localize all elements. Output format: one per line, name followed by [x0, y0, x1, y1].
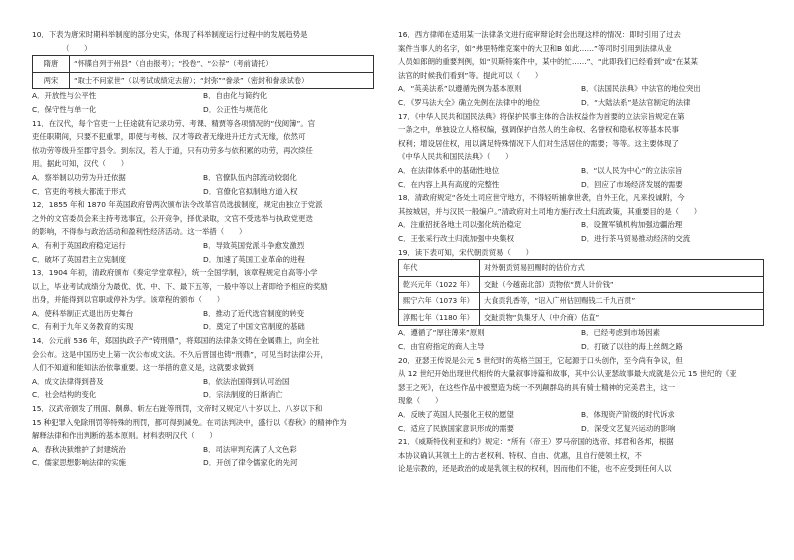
question-stem: 《中华人民共和国民法典》（ ） — [398, 152, 513, 162]
option-a[interactable]: A．成文法律得到普及 — [32, 376, 104, 386]
table-row — [33, 56, 374, 73]
question-stem: 法官的时候我们看到”等。提此可以（ ） — [398, 70, 543, 80]
question-12 — [32, 198, 374, 266]
question-19 — [398, 246, 764, 354]
question-18 — [398, 191, 764, 245]
question-stem: 13．1904 年初，清政府颁布《奏定学堂章程》，统一全国学制，该章程规定自高等小学 — [32, 268, 318, 278]
option-d[interactable]: D．深受文艺复兴运动的影响 — [581, 423, 676, 433]
table-row — [399, 293, 764, 310]
question-stem: 瑟王之死》，在这些作品中被塑造为统一不列颠群岛的具有骑士精神的完美君主，这一 — [398, 382, 676, 392]
table-cell-text: “取士不问家世”（以考试成绩定去留）；“封弥”“誊录”（密封和誊录试卷） — [70, 72, 374, 89]
option-d[interactable]: D．公正性与规范化 — [203, 104, 268, 114]
options — [32, 171, 374, 198]
question-stem: 依功劳等级升至郡守县令。到东汉，若人于道，只有功劳多与依积累的功劳，再次续任 — [32, 145, 313, 155]
question-10 — [32, 28, 374, 117]
option-b[interactable]: B．官僚队伍内部流动较弱化 — [203, 172, 297, 182]
option-a[interactable]: A．开放性与公平性 — [32, 91, 97, 101]
option-b[interactable]: B．依法治国得到认可治国 — [203, 376, 290, 386]
question-stem: 本协议确认其领土上的古老权利、特权、自由、优惠，且自行使领土权，不 — [398, 450, 642, 460]
question-stem: 论是宗教的，还是政治的或是乳领主权的权利，因而他们不能，也不应受到任何人以 — [398, 464, 672, 474]
table-cell-text: 大食贡乳香等，“诏入广州估回赐钱二千九百贯” — [480, 293, 764, 310]
question-14 — [32, 334, 374, 402]
option-c[interactable]: C．保守性与单一化 — [32, 104, 97, 114]
options — [398, 218, 764, 245]
question-stem: 的影响，不得参与政治活动和盈利性经济活动。这一举措（ ） — [32, 227, 247, 237]
left-column — [32, 28, 374, 470]
option-b[interactable]: B．司法审判充满了人文色彩 — [203, 444, 297, 454]
question-stem: 18．清政府规定“各处土司应世守地方，不得轻听捕拿世袭，自外王化，凡来投诚附，今 — [398, 193, 685, 203]
question-stem: 会公布。这是中国历史上第一次公布成文法。不久后晋国也铸“刑鼎”，可见当时法律公开， — [32, 349, 328, 359]
question-stem: 案件当事人的名字，如“弗里特维克案中的大卫和B 如此……”等司时引用到法律从业 — [398, 43, 672, 53]
answer-blank: （ ） — [62, 43, 92, 53]
option-c[interactable]: C．《罗马法大全》确立先例在法律中的地位 — [398, 97, 540, 107]
option-b[interactable]: B．自由化与简约化 — [203, 91, 268, 101]
table-row — [399, 309, 764, 326]
question-stem: 15．汉武帝颁发了刑面、劓鼻、斩左右趾等刑罚，文帝时又规定八十岁以上、八岁以下和 — [32, 404, 323, 414]
table-cell-era: 两宋 — [33, 72, 70, 89]
option-a[interactable]: A．察举制以功劳为升迁依据 — [32, 172, 126, 182]
option-a[interactable]: A．在法律体系中的基础性地位 — [398, 165, 500, 175]
options — [398, 164, 764, 191]
option-a[interactable]: A．反映了英国人民强化王权的愿望 — [398, 410, 514, 420]
option-c[interactable]: C．王张采行改土归流加强中央集权 — [398, 233, 515, 243]
options — [398, 408, 764, 435]
table-cell-era: 隋唐 — [33, 56, 70, 73]
options — [398, 326, 764, 353]
question-stem: 之外的文官委员会来主持考选事宜，公开竞争，择优录取，文官不受选举与执政党更迭 — [32, 213, 313, 223]
table-cell-text: “怀牒自列于州县”（自由报考）；“投卷”、“公荐”（考前请托） — [70, 56, 374, 73]
option-d[interactable]: D．回应了市场经济发展的需要 — [581, 179, 683, 189]
question-stem: 14．公元前 536 年，郑国执政子产“铸刑鼎”，将郑国的法律条文铸在金属鼎上，向全社 — [32, 336, 320, 346]
options — [32, 307, 374, 334]
question-table — [32, 55, 374, 89]
question-stem: 12．1855 年和 1870 年英国政府曾两次颁布法令改革官员选拔制度，规定由独立于党派 — [32, 200, 323, 210]
question-21 — [398, 435, 764, 476]
right-column — [398, 28, 764, 476]
table-row — [399, 276, 764, 293]
option-c[interactable]: C．社会结构的变化 — [32, 390, 97, 400]
question-stem: 人们不知道和能知法治依靠重要。这一举措的意义是，这就要求做到 — [32, 363, 254, 373]
question-stem: 解释法律和作出判断的基本原则。材料表明汉代（ ） — [32, 431, 217, 441]
options — [398, 82, 764, 109]
question-stem: 出身，并能得到以官职或停补为学。该章程的颁布（ ） — [32, 295, 225, 305]
question-stem: 以上，毕业考试成绩分为最优、优、中、下、最下五等，一般中等以上者即给予相应的奖励 — [32, 281, 328, 291]
question-stem: 吏任职期间，只要不犯重罪，即使与考核、汉才等政者无缘进升迁方式无缘，依然可 — [32, 132, 306, 142]
table-header-cell: 年代 — [399, 260, 480, 277]
option-b[interactable]: B．设置军镇机构加强边疆治理 — [581, 220, 683, 230]
question-11 — [32, 117, 374, 199]
table-header-cell: 对外朝贡贸易回赐时的估价方式 — [480, 260, 764, 277]
option-c[interactable]: C．由官府指定的商人主导 — [398, 342, 485, 352]
options — [32, 239, 374, 266]
option-a[interactable]: A．“英美法系”以遵循先例为基本原则 — [398, 84, 522, 94]
option-c[interactable]: C．破坏了英国君主立宪制度 — [32, 254, 126, 264]
option-d[interactable]: D．官僚化官拟制地方道入权 — [203, 186, 298, 196]
options — [32, 89, 374, 116]
option-c[interactable]: C．在内容上具有高度的完整性 — [398, 179, 500, 189]
option-b[interactable]: B．推动了近代选官制度的转变 — [203, 308, 305, 318]
question-stem: 10．下表为唐宋时期科举制度的部分史实，体现了科举制度运行过程中的发展趋势是 — [32, 30, 308, 39]
question-stem: 从 12 世纪开始出现世代相传的大量叙事诗篇和故事，其中公认亚瑟故事最大成就是公元 15 世纪的《亚 — [398, 369, 737, 379]
table-header-row — [399, 260, 764, 277]
option-b[interactable]: B．导致英国党派斗争愈发激烈 — [203, 240, 305, 250]
option-d[interactable]: D．加速了英国工业革命的进程 — [203, 254, 305, 264]
option-c[interactable]: C．适应了民族国家意识形成的需要 — [398, 423, 515, 433]
question-stem: 20．亚瑟王传说是公元 5 世纪时的英格兰国王，它起源于口头创作，至今尚有争议，但 — [398, 355, 683, 365]
option-a[interactable]: A．使科举制正式退出历史舞台 — [32, 308, 134, 318]
question-15 — [32, 402, 374, 470]
option-d[interactable]: D．宗法制度的日渐消亡 — [203, 390, 283, 400]
option-b[interactable]: B．体现资产阶级的时代诉求 — [581, 410, 675, 420]
option-b[interactable]: B．“以人民为中心”的立法宗旨 — [581, 165, 683, 175]
question-stem: 现象（ ） — [398, 396, 443, 406]
options — [32, 443, 374, 470]
question-stem: 16．西方律师在适用某一法律条文进行庭审辩论时会出现这样的情况：即时引用了过去 — [398, 30, 681, 39]
table-row — [33, 72, 374, 89]
option-d[interactable]: D．“大陆法系”是法官制定的法律 — [581, 97, 691, 107]
question-table — [398, 259, 764, 326]
question-stem: 11．在汉代，每个官吏一上任途就有记录功劳、考课、精贾等各项情况的“伐阅簿”。官 — [32, 118, 316, 128]
table-cell-era: 乾兴元年（1022 年） — [399, 276, 480, 293]
options — [32, 375, 374, 402]
option-c[interactable]: C．儒家思想影响法律的实施 — [32, 458, 126, 468]
question-13 — [32, 266, 374, 334]
table-cell-text: 交趾贡物“负集牙人（中介商）估直” — [480, 309, 764, 326]
option-d[interactable]: D．开创了律令儒家化的先河 — [203, 458, 298, 468]
table-cell-era: 淳熙七年（1180 年） — [399, 309, 480, 326]
option-a[interactable]: A．注重招抚各地土司以强化统治稳定 — [398, 220, 522, 230]
option-d[interactable]: D．打破了以往的海上丝绸之路 — [581, 342, 683, 352]
option-b[interactable]: B．已经考虑到市场因素 — [581, 328, 660, 338]
question-stem: 17．《中华人民共和国民法典》将保护民事主体的合法权益作为首要的立法宗旨规定在第 — [398, 111, 685, 121]
table-cell-text: 交趾（今越南北部）贡物依“贾人计价钱” — [480, 276, 764, 293]
question-stem: 其按城居，并与汉民一般编户。”清政府对土司地方施行改土归流政策，其重要目的是（ ） — [398, 206, 702, 216]
question-17 — [398, 110, 764, 192]
option-c[interactable]: C．有利于九年义务教育的实现 — [32, 322, 134, 332]
option-b[interactable]: B．《法国民法典》中法官的地位突出 — [581, 84, 701, 94]
question-stem: 15 种犯罪入免除刑罚等特殊的刑罚，都可得到减免。在司法判决中，盛行以《春秋》的精神作为 — [32, 417, 347, 427]
question-stem: 人员如郎朗的重要判例，如“贝斯特案件中，某中的忙……”、“此即我们已经看到”或“在某某 — [398, 57, 698, 67]
question-stem: 一条之中，单独设立人格权编，强调保护自然人的生命权、名誉权和隐私权等基本民事 — [398, 125, 679, 135]
question-stem: 权利；增设居住权，用以满足特殊情况下人们对生活居住的需要；等等。这主要体现了 — [398, 138, 679, 148]
option-a[interactable]: A．有利于英国政府稳定运行 — [32, 240, 126, 250]
question-stem: 21．《威斯特伐利亚和约》规定：“所有（帝王）罗马帝国的选帝、邦君和各邦，根据 — [398, 437, 674, 447]
table-cell-era: 熙宁六年（1073 年） — [399, 293, 480, 310]
question-stem: 用。据此可知，汉代（ ） — [32, 159, 129, 169]
question-20 — [398, 354, 764, 436]
option-d[interactable]: D．进行茶马贸易推动经济的交流 — [581, 233, 691, 243]
option-d[interactable]: D．奠定了中国文官制度的基础 — [203, 322, 305, 332]
option-a[interactable]: A．遵循了“厚往薄来”原则 — [398, 328, 485, 338]
option-a[interactable]: A．春秋决狱维护了封建统治 — [32, 444, 126, 454]
question-16 — [398, 28, 764, 110]
option-c[interactable]: C．官吏的考核大都流于形式 — [32, 186, 126, 196]
question-stem: 19．读下表可知，宋代朝贡贸易（ ） — [398, 247, 534, 257]
